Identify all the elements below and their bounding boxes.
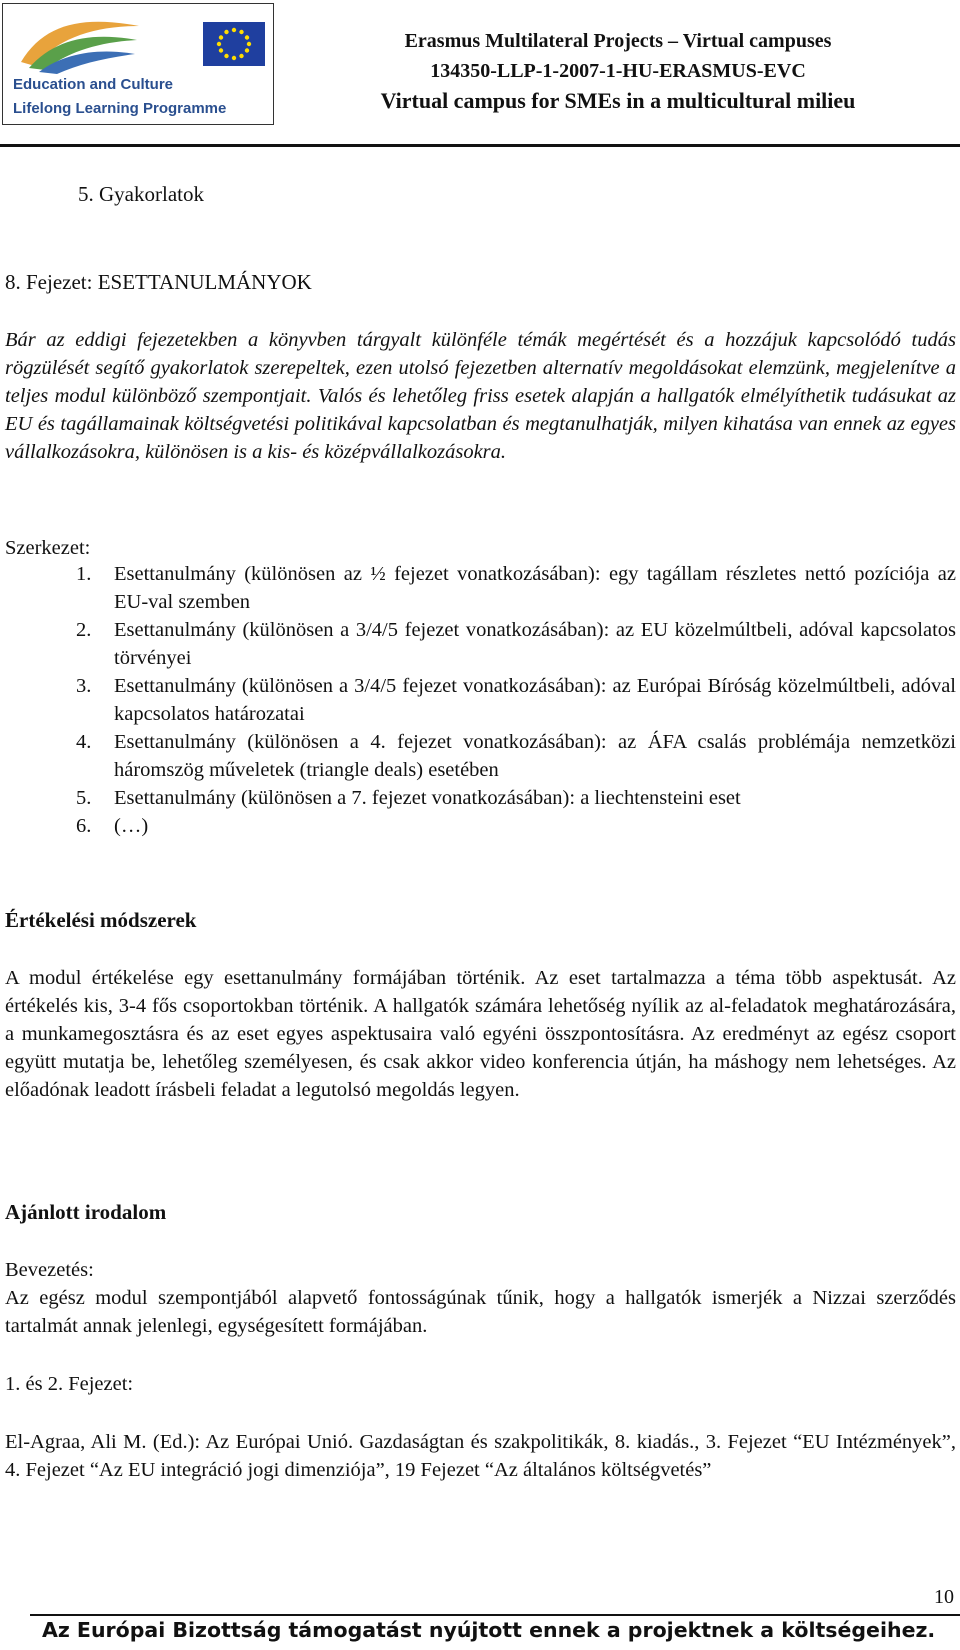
swirl-logo-icon [15, 12, 145, 74]
list-item [76, 672, 956, 728]
list-item-number: 4. [76, 731, 92, 753]
list-item-number: 2. [76, 619, 92, 641]
list-item [76, 616, 956, 672]
structure-label: Szerkezet: [5, 537, 91, 559]
header-divider [0, 144, 960, 147]
llp-logo [2, 3, 274, 125]
list-item [76, 812, 956, 840]
literature-heading: Ajánlott irodalom [5, 1200, 167, 1224]
logo-text-line2: Lifelong Learning Programme [13, 100, 227, 117]
list-item-number: 3. [76, 675, 92, 697]
chapter-1-2-label: 1. és 2. Fejezet: [5, 1373, 134, 1395]
intro-paragraph: Bár az eddigi fejezetekben a könyvben tárgyalt különféle témák megértését és a hozzájuk kapcsolódó tudás rögzülését segítő gyakorlatok szerepeltek, ezen utolsó fejezetben alternatív megoldásokat elemzünk, megjelenítve a teljes modul különböző szempontjait. Valós és lehetőleg friss esetek alapján a hallgatók elmélyíthetik tudásukat az EU és tagállamainak költségvetési politikával kapcsolatban és megtanulhatják, milyen kihatása van ennek az egyes vállalkozásokra, különösen is a kis- és középvállalkozásokra. [5, 329, 956, 463]
chapter-title: 8. Fejezet: ESETTANULMÁNYOK [5, 270, 312, 294]
list-item-text: (…) [114, 815, 149, 837]
list-item-number: 5. [76, 787, 92, 809]
list-item-text: Esettanulmány (különösen az ½ fejezet vonatkozásában): egy tagállam részletes nettó pozíciója az EU-val szemben [114, 563, 956, 613]
list-item-number: 6. [76, 815, 92, 837]
evaluation-paragraph: A modul értékelése egy esettanulmány formájában történik. Az eset tartalmazza a téma több aspektusát. Az értékelés kis, 3-4 fős csoportokban történik. A hallgatók számára lehetőség nyílik az al-feladatok meghatározására, a munkamegosztásra és az eset egyes aspektusaira való egyéni összpontosításra. Az eredményt az egész csoport együtt mutatja be, lehetőleg személyesen, és csak akkor video konferencia útján, ha máshogy nem lehetséges. Az előadónak leadott írásbeli feladat a legutolsó megoldás legyen. [5, 967, 956, 1101]
list-item [76, 728, 956, 784]
page-header [0, 0, 960, 150]
project-code: 134350-LLP-1-2007-1-HU-ERASMUS-EVC [430, 60, 806, 82]
literature-intro-paragraph: Az egész modul szempontjából alapvető fontosságúnak tűnik, hogy a hallgatók ismerjék a Nizzai szerződés tartalmát annak jelenlegi, egységesített formájában. [5, 1287, 956, 1337]
list-item-number: 1. [76, 563, 92, 585]
list-item [76, 560, 956, 616]
section-number: 5. Gyakorlatok [78, 182, 204, 206]
logo-text-line1: Education and Culture [13, 76, 174, 93]
project-title-line1: Erasmus Multilateral Projects – Virtual campuses [404, 30, 832, 52]
list-item-text: Esettanulmány (különösen a 4. fejezet vonatkozásában): az ÁFA csalás problémája nemzetközi háromszög műveletek (triangle deals) esetében [114, 731, 956, 781]
evaluation-heading: Értékelési módszerek [5, 908, 197, 932]
eu-flag-icon [203, 22, 265, 66]
project-subtitle: Virtual campus for SMEs in a multicultural milieu [380, 88, 856, 113]
case-study-list [76, 560, 956, 840]
list-item-text: Esettanulmány (különösen a 3/4/5 fejezet vonatkozásában): az EU közelmúltbeli, adóval kapcsolatos törvényei [114, 619, 956, 669]
list-item-text: Esettanulmány (különösen a 7. fejezet vonatkozásában): a liechtensteini eset [114, 787, 741, 809]
reference-paragraph: El-Agraa, Ali M. (Ed.): Az Európai Unió. Gazdaságtan és szakpolitikák, 8. kiadás., 3. Fejezet “EU Intézmények”, 4. Fejezet “Az EU integráció jogi dimenziója”, 19 Fejezet “Az általános költségvetés” [5, 1431, 956, 1481]
page-number: 10 [934, 1586, 954, 1608]
list-item-text: Esettanulmány (különösen a 3/4/5 fejezet vonatkozásában): az Európai Bíróság közelmúltbeli, adóval kapcsolatos határozatai [114, 675, 956, 725]
list-item [76, 784, 956, 812]
footer-divider [30, 1614, 960, 1616]
project-title-block [318, 26, 918, 116]
footer-disclaimer: Az Európai Bizottság támogatást nyújtott ennek a projektnek a költségeihez. [42, 1618, 936, 1642]
literature-intro-label: Bevezetés: [5, 1259, 94, 1281]
